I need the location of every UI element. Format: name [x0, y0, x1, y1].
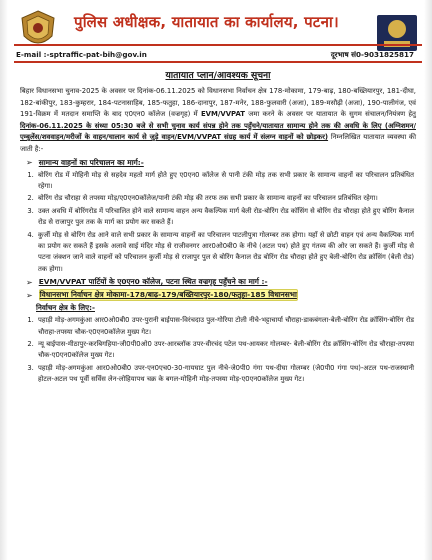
letterhead-rule-bottom — [14, 61, 422, 63]
section-constituency — [26, 289, 422, 301]
list-item: 2. बोरिंग रोड चौराहा से तपस्या मोड़/ए0एन0कॉलेज/पानी टंकी मोड़ की तरफ तक सभी प्रकार के सामान्य वाहनों का परिचालन प्रतिबंधित रहेगा। — [36, 193, 414, 204]
section-evm-route — [26, 277, 422, 287]
scan-edge-left — [0, 0, 8, 560]
arrow-bullet-icon: ➢ — [26, 277, 33, 287]
general-vehicles-list — [36, 170, 414, 276]
section-subheading: निर्वाचन क्षेत्र के लिए:- — [36, 303, 95, 313]
traffic-police-logo-icon — [376, 14, 418, 52]
phone-number: दूरभाष सं0-9031825817 — [330, 50, 414, 59]
notice-heading: यातायात प्लान/आवश्यक सूचना — [165, 70, 271, 81]
letterhead-rule-top — [14, 44, 422, 46]
list-item: 2. न्यू बाईपास-मीठापुर-करबिगहिया-जी0पी0ओ0 उपर-आरब्लॉक उपर-वीरचंद पटेल पथ-आयकर गोलम्बर- बेली-बोरिंग रोड क्रॉसिंग-बोरिंग रोड चौराहा-तपस्या चौक-ए0एन0कॉलेज मुख्य गेट। — [36, 339, 414, 362]
intro-text: बिहार विधानसभा चुनाव-2025 के अवसर पर दिनांक-06.11.2025 को विधानसभा निर्वाचन क्षेत्र 178-मोकामा, 179-बाढ़, 180-बख्तियारपुर, 181-दीघा, 182-बांकीपुर, 183-कुम्हरार, 184-पटनासाहिब, 185-फतुहा, 186-दानापुर, 187-मनेर, 188-फुलवारी (अजा), 189-मसौढ़ी (अजा), 190-पालीगंज, एवं 191-विक्रम में मतदान समाप्ति के बाद ए0एन0 कॉलेज (वज्रगृह) में — [20, 87, 416, 119]
section-label-highlighted: विधानसभा निर्वाचन क्षेत्र मोकामा-178/बाढ़-179/बख्तियारपुर-180/फतुहा-185 विधानसभा — [39, 290, 297, 300]
intro-highlight-evm: EVM/VVPAT — [200, 110, 245, 119]
scan-edge-right — [424, 0, 432, 560]
intro-highlight-timing: दिनांक-06.11.2025 के संध्या 05:30 बजे से सभी चुनाव कार्य संपन्न होने तक पहुँचने/यातायात सामान्य होने तक की अवधि के लिए (अग्निशमन/एम्बुलेंस/शववाहन/मरीजों के वाहन/चालान कार्य से जुड़े वाहन/EVM/VVPAT संग्रह कार्य में संलग्न वाहनों को छोड़कर) — [20, 121, 416, 142]
intro-text-3: निम्नलिखित यातायात व्यवस्था की जाती है:- — [20, 133, 416, 153]
section-label: EVM/VVPAT पार्टियों के ए0एन0 कॉलेज, पटना स्थित वज्रगृह पहुँचने का मार्ग :- — [38, 277, 268, 287]
section-general-vehicles — [26, 158, 422, 168]
list-item: 4. कुर्जी मोड़ से बोरिंग रोड आने वाले सभी प्रकार के सामान्य वाहनों का परिचालन पाटलीपुत्रा गोलम्बर तक होगा। यहाँ से छोटी वाहन एवं अन्य वैकल्पिक मार्ग का प्रयोग कर सकते हैं इसके अलावे साई मंदिर मोड़ से राजीवनगर आर0ओ0बी0 के नीचे (अटल पथ) होते हुए गंतव्य की ओर जा सकते हैं। कुर्जी मोड़ से पटना जंक्शन जाने वाले वाहनों को परिचालन कुर्जी मोड़ से राजापुर पुल से बोरिंग कैनाल रोड बोरिंग रोड चौराहा होते हुए बेली-बोरिंग रोड क्रॉसिंग (बेली रोड) तक होगा। — [36, 230, 414, 276]
list-item: 1. पहाड़ी मोड़-अगमकुंआ आर0ओ0बी0 उपर-पुरानी बाईपास-विरंचदाउ पुल-गोरिया टोली नीचे-भट्टाचार्या चौराहा-डाकबंगला-बेली-बोरिंग रोड क्रॉसिंग-बोरिंग रोड चौराहा-तपस्या चौक-ए0एन0कॉलेज मुख्य गेट। — [36, 315, 414, 338]
office-title: पुलिस अधीक्षक, यातायात का कार्यालय, पटना। — [74, 13, 339, 31]
letterhead — [14, 6, 422, 64]
arrow-bullet-icon: ➢ — [26, 290, 33, 300]
section-label: सामान्य वाहनों का परिचालन का मार्ग:- — [38, 157, 144, 167]
email-address: E-mail :-sptraffic-pat-bih@gov.in — [16, 50, 147, 59]
list-item: 3. पहाड़ी मोड़-अगमकुंआ आर0ओ0बी0 उपर-एन0एच0-30-गायघाट पुल नीचे-जे0पी0 गंगा पथ-दीघा गोलम्बर (जे0पी0 गंगा पथ)-अटल पथ-राजस्थानी होटल-अटल पथ पूर्वी सर्विस लेन-लोहियापथ चक्र के बगल-मोहिनी मोड़-तपस्या मोड़-ए0एन0कॉलेज मुख्य गेट। — [36, 363, 414, 386]
list-item: 3. उक्त अवधि में बोरिंगरोड में परिचालित होने वाले सामान्य वाहन अन्य वैकल्पिक मार्ग बेली रोड-बोरिंग रोड कॉसिंग से बोरिंग रोड चौराहा होते हुए बोरिंग कैनाल रोड से राजापुर पुल तक के मार्ग का प्रयोग कर सकते हैं। — [36, 206, 414, 229]
list-item: 1. बोरिंग रोड में मोहिनी मोड़ से सहदेव महतो मार्ग होते हुए ए0एन0 कॉलेज से पानी टंकी मोड़ तक सभी प्रकार के सामान्य वाहनों का परिचालन प्रतिबंधित रहेगा। — [36, 170, 414, 193]
arrow-bullet-icon: ➢ — [26, 158, 33, 168]
intro-paragraph — [20, 86, 416, 156]
constituency-route-list — [36, 315, 414, 385]
intro-text-2: जमा करने के अवसर पर यातायात के सुगम संचालन/नियंत्रण हेतु — [248, 110, 416, 119]
